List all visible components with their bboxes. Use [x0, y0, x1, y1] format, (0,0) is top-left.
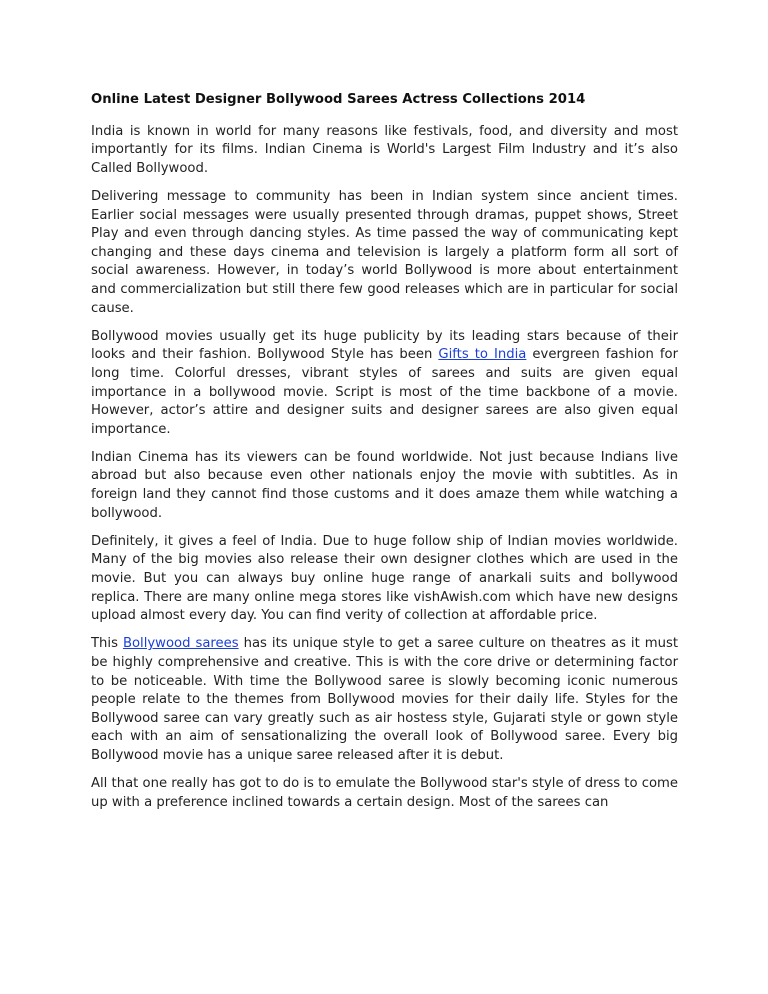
paragraph-social-messages: Delivering message to community has been in Indian system since ancient times. Earlier social messages were usually presented through dramas, puppet shows, Street Play and even through dancing styles. As time passed the way of communicating kept changing and these days cinema and television is largely a platform form all sort of social awareness. However, in today’s world Bollywood is more about entertainment and commercialization but still there few good releases which are in particular for social cause.: [91, 188, 678, 316]
paragraph-intro: India is known in world for many reasons like festivals, food, and diversity and most importantly for its films. Indian Cinema is World's Largest Film Industry and it’s also Called Bollywood.: [91, 123, 678, 176]
paragraph-worldwide: Indian Cinema has its viewers can be found worldwide. Not just because Indians live abroad but also because even other nationals enjoy the movie with subtitles. As in foreign land they cannot find those customs and it does amaze them while watching a bollywood.: [91, 449, 678, 521]
gifts-to-india-link[interactable]: Gifts to India: [438, 347, 527, 363]
paragraph-emulate-style: All that one really has got to do is to emulate the Bollywood star's style of dress to come up with a preference inclined towards a certain design. Most of the sarees can: [91, 776, 678, 810]
paragraph-bollywood-sarees: [91, 635, 678, 765]
paragraph-publicity: [91, 328, 678, 440]
paragraph-text: evergreen fashion for long time. Colorful dresses, vibrant styles of sarees and suits are given equal importance in a bollywood movie. Script is most of the time backbone of a movie. However, actor’s attire and designer suits and designer sarees are also given equal importance.: [91, 347, 679, 437]
paragraph-text: has its unique style to get a saree culture on theatres as it must be highly comprehensive and creative. This is with the core drive or determining factor to be noticeable. With time the Bollywood saree is slowly becoming iconic numerous people relate to the themes from Bollywood movies for their daily life. Styles for the Bollywood saree can vary greatly such as air hostess style, Gujarati style or gown style each with an aim of sensationalizing the overall look of Bollywood saree. Every big Bollywood movie has a unique saree released after it is debut.: [91, 636, 678, 763]
paragraph-feel-of-india: Definitely, it gives a feel of India. Due to huge follow ship of Indian movies worldwide. Many of the big movies also release their own designer clothes which are used in the movie. But you can always buy online huge range of anarkali suits and bollywood replica. There are many online mega stores like vishAwish.com which have new designs upload almost every day. You can find verity of collection at affordable price.: [91, 533, 678, 624]
bollywood-sarees-link[interactable]: Bollywood sarees: [122, 636, 239, 652]
paragraph-text: This: [91, 636, 123, 652]
paragraph-text: Bollywood movies usually get its huge publicity by its leading stars because of their looks and their fashion. Bollywood Style has been: [91, 328, 678, 363]
document-title: Online Latest Designer Bollywood Sarees Actress Collections 2014: [91, 92, 586, 107]
document-page: [91, 91, 678, 822]
